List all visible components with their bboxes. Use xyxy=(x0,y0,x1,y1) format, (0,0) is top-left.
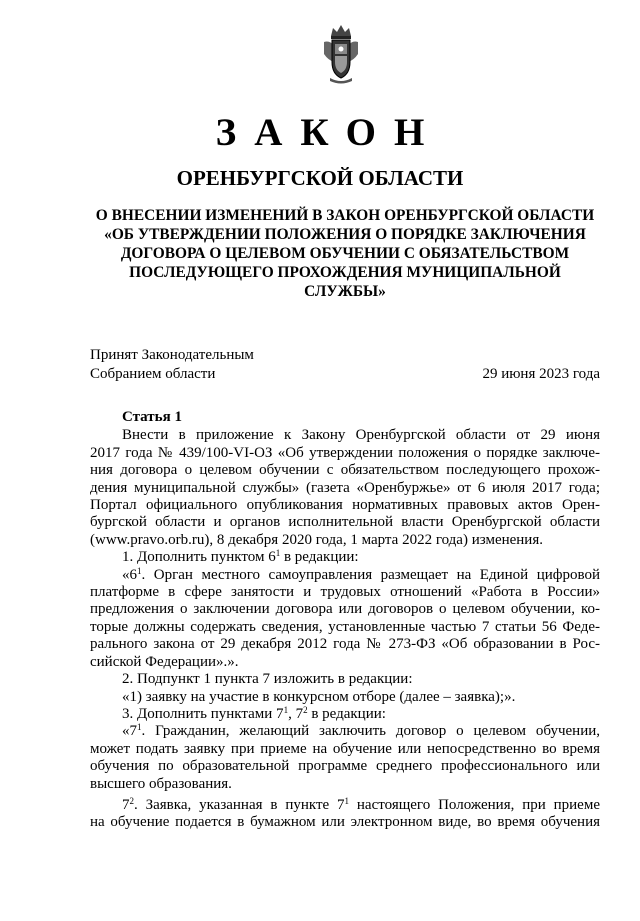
law-heading xyxy=(90,206,600,301)
text-line: может подать заявку при приеме на обучение или непосредственно во время xyxy=(90,740,600,757)
text-line: предложения о заключении договора или договоров о целевом обучении, ко- xyxy=(90,601,600,618)
item-text: 3. Дополнить пунктами 7 xyxy=(122,705,284,722)
item-text: настоящего Положения, при приеме xyxy=(349,796,600,813)
adopted-by-line1: Принят Законодательным xyxy=(90,347,254,363)
item-text: «7 xyxy=(122,723,137,740)
text-line: сийской Федерации».». xyxy=(90,653,239,670)
text-line: рального закона от 29 декабря 2012 года № 273-ФЗ «Об образовании в Рос- xyxy=(90,636,600,653)
coat-of-arms-icon xyxy=(322,22,360,84)
text-line: (www.pravo.orb.ru), 8 декабря 2020 года, 1 марта 2022 года) изменения. xyxy=(90,531,543,548)
law-region: ОРЕНБУРГСКОЙ ОБЛАСТИ xyxy=(176,166,464,190)
adopted-by-line2: Собранием области xyxy=(90,366,216,382)
text-line: Внести в приложение к Закону Оренбургской области от 29 июня xyxy=(122,427,600,444)
text-line xyxy=(90,723,600,740)
item-text: . Орган местного самоуправления размещает на Единой цифровой xyxy=(141,566,600,583)
item-text: 7 xyxy=(122,796,130,813)
item-text: 1. Дополнить пунктом 6 xyxy=(122,549,276,566)
text-line: 2017 года № 439/100-VI-ОЗ «Об утверждении положения о порядке заключе- xyxy=(90,444,600,461)
item-text: в редакции: xyxy=(307,705,386,722)
superscript: 1 xyxy=(275,548,281,559)
paragraph-7-1 xyxy=(90,723,600,793)
item-1 xyxy=(90,549,600,566)
heading-line: ДОГОВОРА О ЦЕЛЕВОМ ОБУЧЕНИИ С ОБЯЗАТЕЛЬСТВОМ xyxy=(120,245,570,262)
text-line xyxy=(90,797,600,814)
item-text: . Заявка, указанная в пункте 7 xyxy=(134,796,345,813)
item-text: . Гражданин, желающий заключить договор о целевом обучении, xyxy=(141,723,600,740)
heading-line: «ОБ УТВЕРЖДЕНИИ ПОЛОЖЕНИЯ О ПОРЯДКЕ ЗАКЛЮЧЕНИЯ xyxy=(104,226,586,243)
item-text: в редакции: xyxy=(280,549,359,566)
text-line: высшего образования. xyxy=(90,775,232,792)
superscript: 2 xyxy=(129,795,134,806)
article-intro xyxy=(90,427,600,549)
superscript: 1 xyxy=(283,704,289,715)
adoption-block xyxy=(90,346,600,384)
text-line: бургской области и органов исполнительной власти Оренбургской области xyxy=(90,514,600,531)
item-2-quote: «1) заявку на участие в конкурсном отборе (далее – заявка);». xyxy=(122,688,516,705)
adoption-date: 29 июня 2023 года xyxy=(482,366,600,382)
superscript: 1 xyxy=(137,565,142,576)
article-title: Статья 1 xyxy=(122,409,182,425)
heading-line: О ВНЕСЕНИИ ИЗМЕНЕНИЙ В ЗАКОН ОРЕНБУРГСКОЙ ОБЛАСТИ xyxy=(95,207,595,224)
heading-line: СЛУЖБЫ» xyxy=(304,283,386,300)
law-body xyxy=(90,409,600,832)
text-line: Портал официального опубликования нормативных правовых актов Орен- xyxy=(90,497,600,514)
law-title: ЗАКОН xyxy=(215,111,443,154)
text-line: платформе в сфере занятости и трудовых отношений «Работа в России» xyxy=(90,584,600,601)
text-line: на обучение подается в бумажном или электронном виде, во время обучения xyxy=(90,814,600,831)
text-line: дения муниципальной службы» (газета «Оренбуржье» от 6 июля 2017 года; xyxy=(90,479,600,496)
item-text: , 7 xyxy=(288,705,304,722)
text-line: ния договора о целевом обучении с обязательством последующего прохож- xyxy=(90,462,600,479)
item-2: 2. Подпункт 1 пункта 7 изложить в редакции: xyxy=(122,671,413,688)
superscript: 1 xyxy=(344,795,350,806)
text-line: торые должны содержать сведения, установленные частью 7 статьи 56 Феде- xyxy=(90,618,600,635)
item-text: «6 xyxy=(122,566,137,583)
paragraph-6-1 xyxy=(90,567,600,671)
item-3 xyxy=(90,706,600,723)
text-line: обучения по образовательной программе среднего профессионального или xyxy=(90,758,600,775)
superscript: 2 xyxy=(303,704,308,715)
text-line xyxy=(90,567,600,584)
paragraph-7-2 xyxy=(90,797,600,832)
superscript: 1 xyxy=(137,722,142,733)
heading-line: ПОСЛЕДУЮЩЕГО ПРОХОЖДЕНИЯ МУНИЦИПАЛЬНОЙ xyxy=(129,264,561,281)
